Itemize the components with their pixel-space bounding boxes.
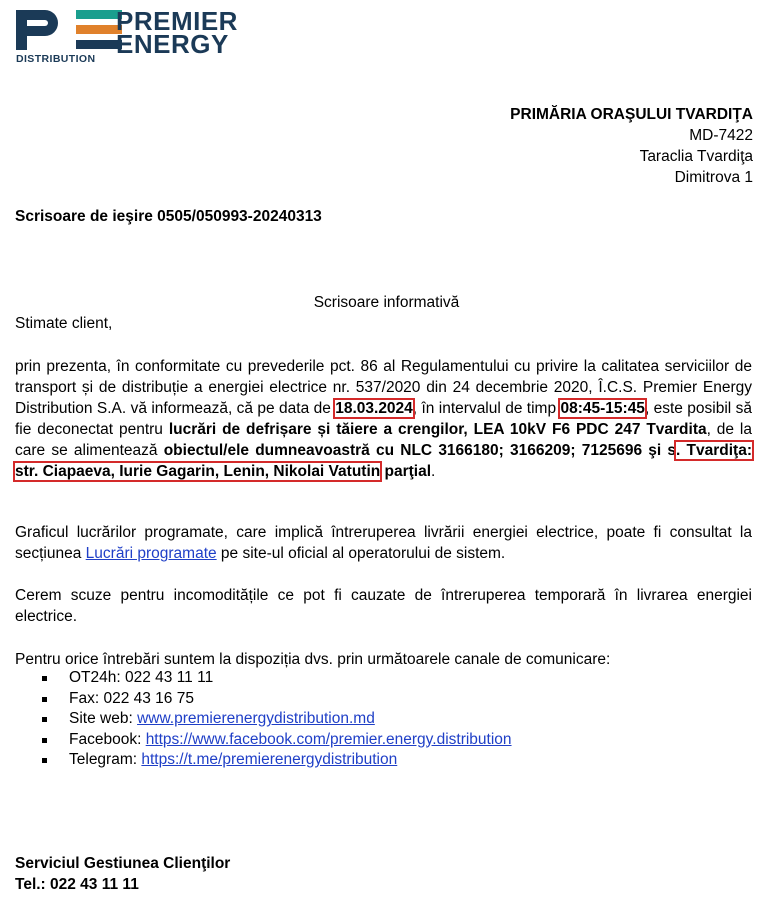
signature-department: Serviciul Gestiunea Clienţilor (15, 855, 231, 872)
notice-paragraph: prin prezenta, în conformitate cu prevederile pct. 86 al Regulamentului cu privire la calitatea serviciilor de transport și de distribuție a energiei electrice nr. 537/2020 din 24 decembrie 2020, Î.C.S. Premier Energy Distribution S.A. vă informează, că pe data de 18.03.2024, în intervalul de timp 08:45-15:45, este posibil să fie deconectat pentru lucrări de defrișare și tăiere a crengilor, LEA 10kV F6 PDC 247 Tvardita, de la care se alimentează obiectul/ele dumneavoastră cu NLC 3166180; 3166209; 7125696 şi s. Tvardiţa: str. Ciapaeva, Iurie Gagarin, Lenin, Nikolai Vatutin parţial. (15, 358, 752, 480)
list-item: Telegram: https://t.me/premierenergydistribution (42, 750, 512, 771)
signature-phone: Tel.: 022 43 11 11 (15, 876, 139, 893)
logo-p-icon (16, 10, 68, 50)
logo-word-energy: ENERGY (116, 29, 229, 59)
contact-intro: Pentru orice întrebări suntem la dispoziția dvs. prin următoarele canale de comunicare: (15, 651, 611, 668)
letter-subject: Scrisoare informativă (313, 294, 460, 311)
planned-works-link[interactable]: Lucrări programate (85, 545, 217, 562)
recipient-city: Taraclia Tvardiţa (639, 148, 753, 165)
recipient-postal: MD-7422 (689, 127, 753, 144)
telegram-link[interactable]: https://t.me/premierenergydistribution (141, 751, 398, 768)
outage-time: 08:45-15:45 (560, 400, 645, 417)
list-item: Fax: 022 43 16 75 (42, 689, 512, 710)
outage-date: 18.03.2024 (335, 400, 413, 417)
facebook-link[interactable]: https://www.facebook.com/premier.energy.distribution (145, 730, 512, 748)
website-link[interactable]: www.premierenergydistribution.md (137, 710, 375, 727)
signature-block (15, 853, 230, 895)
recipient-org: PRIMĂRIA ORAŞULUI TVARDIŢA (510, 106, 753, 123)
schedule-paragraph: Graficul lucrărilor programate, care implică întreruperea livrării energiei electrice, poate fi consultat la secțiunea Lucrări programate pe site-ul oficial al operatorului de sistem. (15, 524, 752, 562)
logo-word-premier: PREMIER (116, 6, 238, 36)
affected-streets: . Tvardiţa: str. Ciapaeva, Iurie Gagarin, Lenin, Nikolai Vatutin (15, 442, 752, 480)
recipient-address (510, 104, 753, 188)
list-item: Facebook: https://www.facebook.com/premier.energy.distribution (42, 730, 512, 751)
recipient-street: Dimitrova 1 (674, 169, 753, 186)
list-item: OT24h: 022 43 11 11 (42, 668, 512, 689)
letter-reference: Scrisoare de ieşire 0505/050993-20240313 (15, 208, 322, 225)
greeting: Stimate client, (15, 315, 113, 332)
logo-subtitle: DISTRIBUTION (16, 53, 96, 65)
apology-paragraph: Cerem scuze pentru incomoditățile ce pot fi cauzate de întreruperea temporară în livrarea energiei electrice. (15, 587, 752, 625)
company-logo (16, 6, 256, 66)
list-item: Site web: www.premierenergydistribution.md (42, 709, 512, 730)
contact-list (42, 668, 512, 771)
affected-objects: obiectul/ele dumneavoastră cu NLC 3166180; 3166209; 7125696 şi s (163, 442, 677, 459)
work-description: lucrări de defrișare și tăiere a crengilor, LEA 10kV F6 PDC 247 Tvardita (168, 421, 707, 438)
